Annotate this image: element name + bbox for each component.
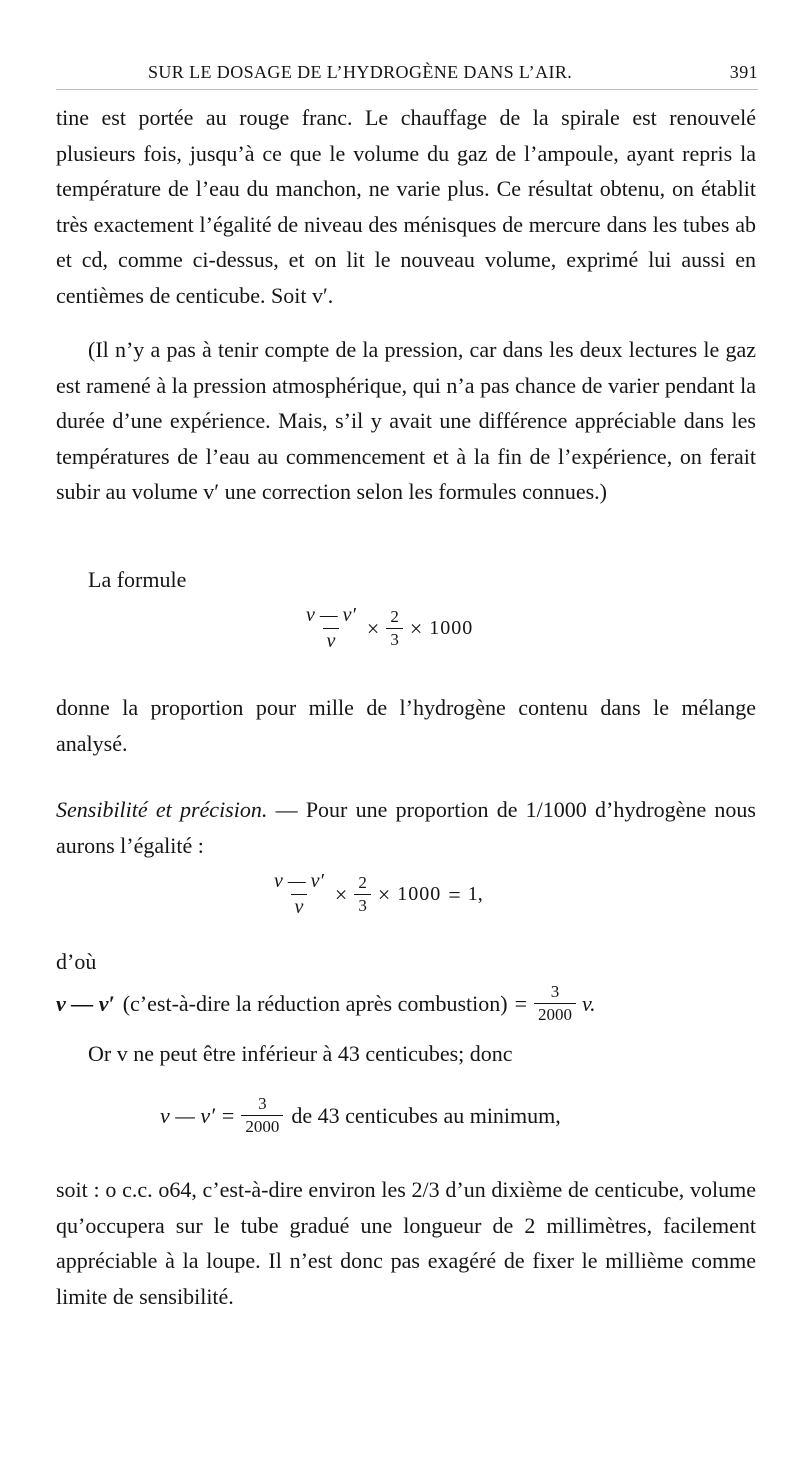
fraction-three-over-two-thousand: $\frac{3}{2000}$	[534, 982, 576, 1025]
fraction-volume-ratio: $\frac{v — v'}{v}$	[306, 604, 356, 652]
paragraph-minimum-volume: Or v ne peut être inférieur à 43 centicubes; donc	[88, 1041, 513, 1066]
fraction-two-thirds: $\frac{2}{3}$	[386, 607, 403, 650]
page-number: 391	[729, 62, 758, 82]
formula-equality: $\frac{v — v'}{v}$ × $\frac{2}{3}$ × 1000 = 1,	[270, 870, 483, 919]
formula-proportion: $\frac{v — v'}{v}$ × $\frac{2}{3}$ × 1000	[302, 604, 473, 653]
paragraph-whence: d’où	[56, 949, 97, 974]
paragraph-sensitivity: Sensibilité et précision. — Pour une proportion de 1/1000 d’hydrogène nous aurons l’égalité :	[56, 797, 756, 858]
paragraph-proportion-result: donne la proportion pour mille de l’hydrogène contenu dans le mélange analysé.	[56, 695, 756, 756]
fraction-volume-ratio: $\frac{v — v'}{v}$	[274, 870, 324, 918]
paragraph-pressure-note: (Il n’y a pas à tenir compte de la pression, car dans les deux lectures le gaz est ramené à la pression atmosphérique, qui n’a pas chance de varier pendant la durée d’une expérience. Mais, s’il y avait une différence appréciable dans les températures de l’eau au commencement et à la fin de l’expérience, on ferait subir au volume v′ une correction selon les formules connues.)	[56, 337, 756, 505]
section-title-sensitivity: Sensibilité et précision.	[56, 797, 268, 822]
running-header	[56, 62, 758, 92]
header-rule	[56, 89, 758, 90]
running-title: SUR LE DOSAGE DE L’HYDROGÈNE DANS L’AIR.	[148, 62, 573, 82]
formula-minimum: v — v′ = $\frac{3}{2000}$ de 43 centicubes au minimum,	[160, 1094, 561, 1136]
paragraph-heating: tine est portée au rouge franc. Le chauffage de la spirale est renouvelé plusieurs fois, jusqu’à ce que le volume du gaz de l’ampoule, ayant repris la température de l’eau du manchon, ne varie plus. Ce résultat obtenu, on établit très exactement l’égalité de niveau des ménisques de mercure dans les tubes ab et cd, comme ci-dessus, et on lit le nouveau volume, exprimé lui aussi en centièmes de centicube. Soit v′.	[56, 105, 756, 308]
fraction-three-over-two-thousand: $\frac{3}{2000}$	[241, 1094, 283, 1137]
formula-reduction: v — v′ (c’est-à-dire la réduction après combustion) = $\frac{3}{2000}$ v.	[56, 982, 596, 1024]
paragraph-sensitivity-limit: soit : o c.c. o64, c’est-à-dire environ les 2/3 d’un dixième de centicube, volume qu’occupera sur le tube gradué une longueur de 2 millimètres, facilement appréciable à la loupe. Il n’est donc pas exagéré de fixer le millième comme limite de sensibilité.	[56, 1177, 756, 1309]
paragraph-formula-intro: La formule	[88, 567, 187, 592]
fraction-two-thirds: $\frac{2}{3}$	[354, 873, 371, 916]
